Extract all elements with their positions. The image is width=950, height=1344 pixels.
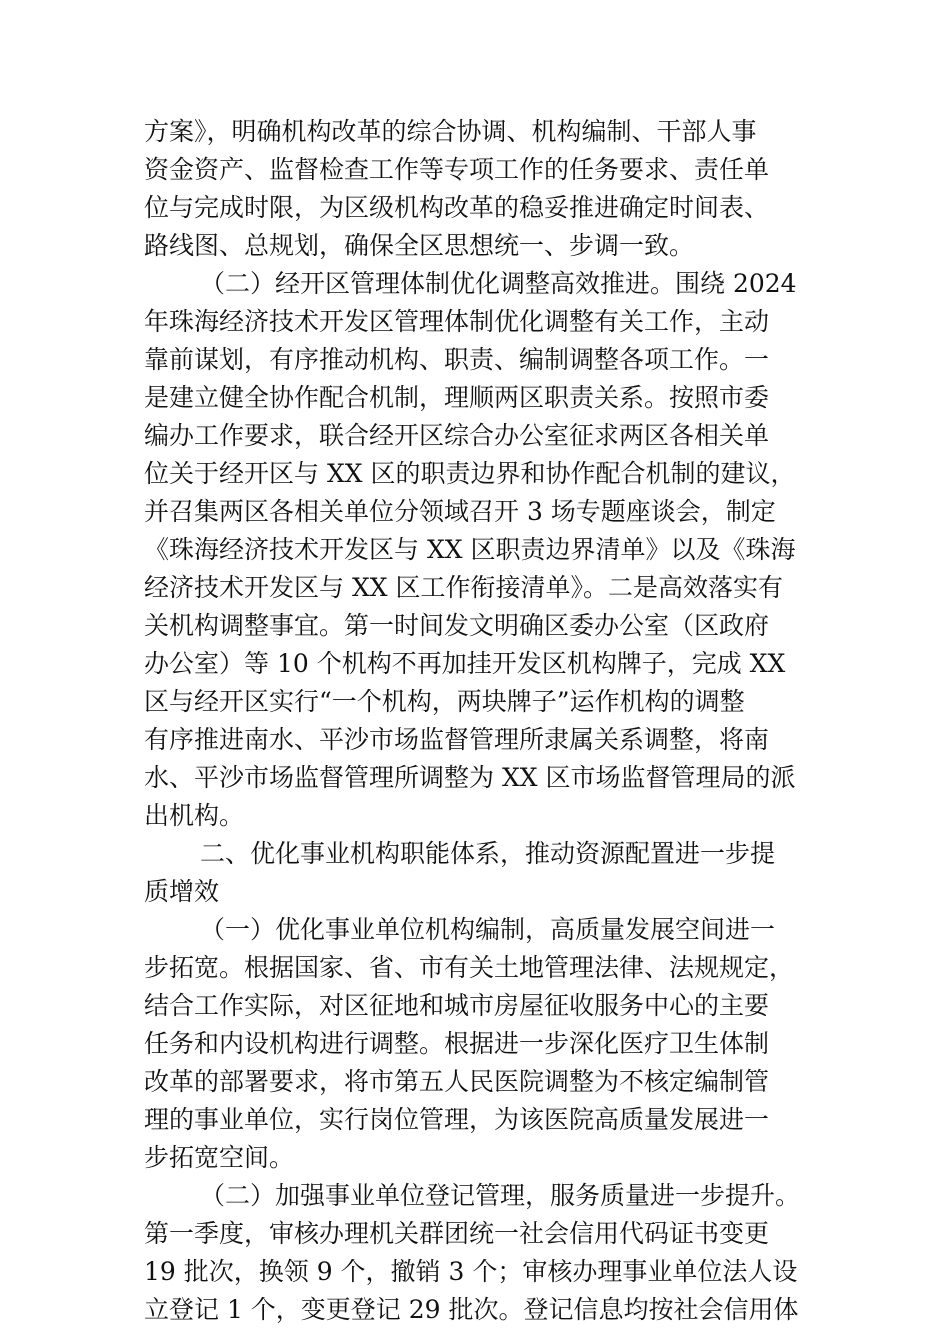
text-line: 是建立健全协作配合机制，理顺两区职责关系。按照市委 [144,383,770,412]
text-line: 编办工作要求，联合经开区综合办公室征求两区各相关单 [144,421,770,450]
text-line: 位关于经开区与 XX 区的职责边界和协作配合机制的建议， [144,459,796,488]
text-line: 经济技术开发区与 XX 区工作衔接清单》。二是高效落实有 [144,573,783,602]
text-line: 并召集两区各相关单位分领域召开 3 场专题座谈会，制定 [144,497,776,526]
section-subheading-line: （一）优化事业单位机构编制，高质量发展空间进一 [200,915,776,944]
section-heading-line: 二、优化事业机构职能体系，推动资源配置进一步提 [200,839,776,868]
text-line: 区与经开区实行“一个机构，两块牌子”运作机构的调整 [144,687,745,716]
text-line: 路线图、总规划，确保全区思想统一、步调一致。 [144,231,695,260]
text-line: 任务和内设机构进行调整。根据进一步深化医疗卫生体制 [144,1029,770,1058]
section-subheading-line: （二）加强事业单位登记管理，服务质量进一步提升。 [200,1181,801,1210]
text-line: 年珠海经济技术开发区管理体制优化调整有关工作，主动 [144,307,770,336]
section-heading-line: 质增效 [144,877,220,906]
document-body [144,113,844,1329]
text-line: 步拓宽。根据国家、省、市有关土地管理法律、法规规定， [144,953,795,982]
text-line: 关机构调整事宜。第一时间发文明确区委办公室（区政府 [144,611,770,640]
text-line: 《珠海经济技术开发区与 XX 区职责边界清单》以及《珠海 [144,535,796,564]
text-line: 水、平沙市场监督管理所调整为 XX 区市场监督管理局的派 [144,763,796,792]
text-line: 有序推进南水、平沙市场监督管理所隶属关系调整，将南 [144,725,770,754]
section-subheading-line: （二）经开区管理体制优化调整高效推进。围绕 2024 [200,269,797,298]
text-line: 立登记 1 个，变更登记 29 批次。登记信息均按社会信用体 [144,1295,799,1324]
text-line: 结合工作实际，对区征地和城市房屋征收服务中心的主要 [144,991,770,1020]
text-line: 步拓宽空间。 [144,1143,295,1172]
text-line: 位与完成时限，为区级机构改革的稳妥推进确定时间表、 [144,193,770,222]
text-line: 靠前谋划，有序推动机构、职责、编制调整各项工作。一 [144,345,770,374]
text-line: 方案》，明确机构改革的综合协调、机构编制、干部人事 [144,117,757,146]
text-line: 19 批次，换领 9 个，撤销 3 个；审核办理事业单位法人设 [144,1257,798,1286]
text-line: 资金资产、监督检查工作等专项工作的任务要求、责任单 [144,155,770,184]
text-line: 第一季度，审核办理机关群团统一社会信用代码证书变更 [144,1219,770,1248]
text-line: 办公室）等 10 个机构不再加挂开发区机构牌子，完成 XX [144,649,786,678]
text-line: 改革的部署要求，将市第五人民医院调整为不核定编制管 [144,1067,770,1096]
text-line: 理的事业单位，实行岗位管理，为该医院高质量发展进一 [144,1105,770,1134]
text-line: 出机构。 [144,801,245,830]
